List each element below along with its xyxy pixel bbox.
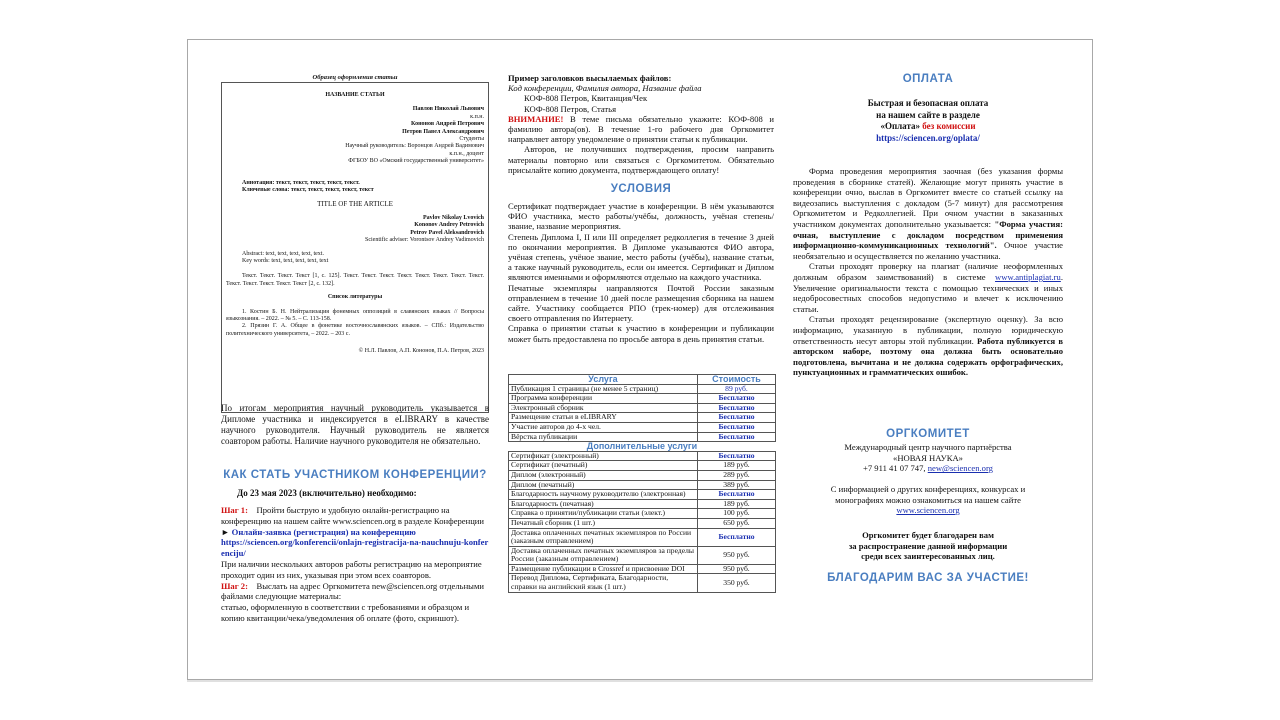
supervisor-note: По итогам мероприятия научный руководитель указывается в Дипломе участника и индексируется в eLIBRARY в качестве научного руководителя. Научный руководитель не является соавтором работы. Наличие научного руководителя не обязательно. [221,403,489,446]
service-cell: Электронный сборник [509,403,698,413]
sample-annotation: Аннотация: текст, текст, текст, текст, текст. [242,179,360,186]
cost-cell: Бесплатно [698,403,776,413]
thanks-line: за распространение данной информации [848,540,1008,551]
thanks-line: среди всех заинтересованных лиц. [861,551,995,562]
sample-students: Студенты [459,136,484,143]
reference-text: Справка о принятии статьи к участию в конференции и публикации может быть предоставлена по просьбе автора в день принятия статьи. [508,323,774,344]
plagiarism-text: Статьи проходят проверку на плагиат (наличие неоформленных должным образом заимствований) в системе [793,261,1063,282]
service-cell: Размещение публикации в Crossref и присвоение DOI [509,564,698,574]
cost-cell: 950 руб. [698,546,776,564]
table-row [509,509,776,519]
cost-cell: 389 руб. [698,480,776,490]
form-quote: "Форма участия: очная, выступление с докладом посредством применения информационно-коммуникационных технологий". [793,218,1063,251]
service-cell: Справка о принятии/публикации статьи (элект.) [509,509,698,519]
table-row [509,490,776,500]
price-table [508,374,776,593]
step2-list: статью, оформленную в соответствии с требованиями и образцом и копию квитанции/чека/уведомления об оплате (фото, скриншот). [221,602,470,623]
arrow-right-icon: ► [221,526,230,537]
files-block [508,73,774,175]
form-text: Форма проведения мероприятия заочная (без указания формы проведения в сборнике статей). Желающие могут принять участие в конференции очно, выслав в Оргкомитет вместе со статьей ссылку на видеозапись выступления с докладом (5-7 минут) для рассмотрения Оргкомитетом и Редколлегией. При очном участии в заказанных участником документах дополнительно указывается: [793,166,1063,229]
other-info-block [793,484,1063,516]
cost-cell: 950 руб. [698,564,776,574]
payment-line: на нашем сайте в разделе [876,109,980,120]
service-cell: Доставка оплаченных печатных экземпляров за пределы России (заказным отправлением) [509,546,698,564]
how-to-participate-heading: КАК СТАТЬ УЧАСТНИКОМ КОНФЕРЕНЦИИ? [223,469,487,481]
sample-copyright: © Н.Л. Павлов, А.П. Кононов, П.А. Петров, 2023 [358,348,484,355]
registration-url[interactable]: https://sciencen.org/konferencii/onlajn-registracija-na-nauchnuju-konferenciju/ [221,537,489,559]
cost-cell: 189 руб. [698,499,776,509]
cost-cell: Бесплатно [698,451,776,461]
sample-en-author: Pavlov Nikolay Lvovich [422,214,484,221]
step1-block [221,505,489,624]
service-cell: Программа конференции [509,394,698,404]
table-row [509,574,776,592]
table-row [509,518,776,528]
diploma-text: Степень Диплома I, II или III определяет редколлегия в течение 3 дней по окончании мероприятия. В Дипломе указываются ФИО автора, учёная степень, учёное звание, место работы (учёбы), название статьи, а также научный руководитель, если он имеется. Сертификат и Диплом являются именными и оформляются отдельно на каждого участника. [508,231,774,283]
cost-cell: 650 руб. [698,518,776,528]
sample-author: Кононов Андрей Петрович [411,121,484,128]
table-row [509,470,776,480]
header-cost: Стоимость [698,375,776,385]
file-example: КОФ-808 Петров, Квитанция/Чек [524,93,648,104]
service-cell: Публикация 1 страницы (не менее 5 страниц) [509,384,698,394]
service-cell: Благодарность (печатная) [509,499,698,509]
sample-ref: 1. Костин Б. Н. Нейтрализация фонемных оппозиций в славянских языках // Вопросы языкознания. – 2022. – № 5. – С. 113-158. [226,308,484,322]
table-row [509,528,776,546]
sample-ref: 2. Прязин Г. А. Общее в фонетике восточнославянских языков. – СПб.: Издательство политехнического университета, – 2022. – 203 с. [226,323,484,337]
table-header-row [509,375,776,385]
service-cell: Участие авторов до 4-х чел. [509,422,698,432]
org-name: Международный центр научного партнёрства [844,442,1012,452]
sample-keywords: Ключевые слова: текст, текст, текст, текст, текст [242,187,374,194]
print-text: Печатные экземпляры направляются Почтой России заказным отправлением в течение 10 дней после размещения сборника на нашем сайте. Участнику сообщается РПО (трек-номер) для отслеживания своего отправления по Интернету. [508,282,774,324]
sample-body-text: Текст. Текст. Текст. Текст [1, с. 125]. Текст. Текст. Текст. Текст. Текст. Текст. Текст. Текст. Текст. Текст. Текст. Текст. Текст [2, с. 132]. [226,273,484,287]
service-cell: Размещение статьи в eLIBRARY [509,413,698,423]
extra-services-header [509,442,776,452]
thanks-block [793,530,1063,562]
cost-cell: Бесплатно [698,413,776,423]
cost-cell: 189 руб. [698,461,776,471]
site-link[interactable]: www.sciencen.org [896,505,960,516]
column-right [793,40,1063,679]
cost-cell: Бесплатно [698,422,776,432]
payment-block [793,98,1063,144]
attention-text: В теме письма обязательно укажите: КОФ-808 и фамилию автора(ов). В течение 1-го рабочего дня Оргкомитет направляет автору уведомление о принятии статьи к публикации. [508,113,774,145]
step1-note: При наличии нескольких авторов работы регистрацию на мероприятие проходит один из них, указывая при этом всех соавторов. [221,558,482,580]
antiplagiat-link[interactable]: www.antiplagiat.ru [995,271,1061,282]
org-email-link[interactable]: new@sciencen.org [927,463,993,474]
cost-cell: 289 руб. [698,470,776,480]
certificate-text: Сертификат подтверждает участие в конференции. В нём указываются ФИО участника, место работы/учёбы, должность, учёная степень/звание, название мероприятия. [508,201,774,232]
service-cell: Вёрстка публикации [509,432,698,442]
plagiarism-tail: . Увеличение оригинальности текста с помощью технических и иных недобросовестных способов недопустимо и влечет к исключению статьи. [793,271,1063,314]
column-left [221,40,489,679]
other-info-line: монографиях можно ознакомиться на нашем сайте [835,494,1021,505]
payment-heading: ОПЛАТА [902,73,954,85]
payment-section-name: «Оплата» [880,121,920,131]
table-row [509,422,776,432]
cost-cell: 350 руб. [698,574,776,592]
final-thanks: БЛАГОДАРИМ ВАС ЗА УЧАСТИЕ! [827,572,1029,584]
table-row [509,546,776,564]
review-bold: Работа публикуется в авторском наборе, поэтому она должна быть основательно подготовлена, вычитана и не должна содержать орфографических, пунктуационных и грамматических ошибок. [793,335,1064,378]
cost-cell: 100 руб. [698,509,776,519]
step2-label: Шаг 2: [221,580,248,591]
step2-text: Выслать на адрес Оргкомитета new@sciencen.org отдельными файлами следующие материалы: [221,580,484,602]
sample-key-words: Key words: text, text, text, text, text [242,257,329,264]
sample-caption: Образец оформления статьи [312,74,398,81]
cost-cell: Бесплатно [698,528,776,546]
step1-label: Шаг 1: [221,505,248,515]
service-cell: Диплом (печатный) [509,480,698,490]
file-example: КОФ-808 Петров, Статья [524,103,617,114]
document-page [187,39,1093,680]
deadline: До 23 мая 2023 (включительно) необходимо: [237,488,417,498]
table-row [509,394,776,404]
review-text: Статьи проходят рецензирование (экспертную оценку). За всю информацию, указанную в публикации, полную юридическую ответственность несут авторы этой публикации. [793,314,1063,346]
thanks-line: Оргкомитет будет благодарен вам [862,530,994,540]
service-cell: Сертификат (электронный) [509,451,698,461]
sample-author-role: к.п.н. [470,113,484,120]
org-phone: +7 911 41 07 747, [863,463,926,474]
org-heading: ОРГКОМИТЕТ [886,428,970,440]
sample-article [221,82,489,413]
sample-author: Петров Павел Александрович [402,128,484,135]
form-tail: Очное участие необязательно и осуществляется по желанию участника. [793,240,1063,261]
cost-cell: Бесплатно [698,490,776,500]
sample-abstract: Abstract: text, text, text, text, text. [242,250,324,257]
service-cell: Печатный сборник (1 шт.) [509,518,698,528]
sample-supervisor-role: к.п.н., доцент [449,150,484,157]
cost-cell: Бесплатно [698,432,776,442]
org-title: «НОВАЯ НАУКА» [893,452,963,463]
payment-url[interactable]: https://sciencen.org/oplata/ [876,132,980,143]
attention-label: ВНИМАНИЕ! [508,113,564,124]
sample-university: ФГБОУ ВО «Омский государственный университет» [348,158,484,165]
sample-supervisor: Научный руководитель: Воронцов Андрей Вадимович [345,143,484,150]
service-cell: Диплом (электронный) [509,470,698,480]
table-row [509,461,776,471]
service-cell: Перевод Диплома, Сертификата, Благодарности, справки на английский язык (1 шт.) [509,574,698,592]
service-cell: Благодарность научному руководителю (электронная) [509,490,698,500]
sample-title-ru: НАЗВАНИЕ СТАТЬИ [325,92,385,98]
service-cell: Сертификат (печатный) [509,461,698,471]
sample-en-author: Petrov Pavel Aleksandrovich [410,229,484,236]
conditions-heading: УСЛОВИЯ [610,183,672,195]
header-service: Услуга [509,375,698,385]
no-confirm-text: Авторов, не получивших подтверждения, просим направить материалы повторно или связаться с Оргкомитетом. Обязательно присылайте копию документа, подтверждающего оплату! [508,144,774,175]
step1-text: Пройти быструю и удобную онлайн-регистрацию на конференцию на нашем сайте www.sciencen.org в разделе Конференции [221,505,485,526]
sample-refs-title: Список литературы [327,294,383,301]
info-block [793,166,1063,378]
sample-title-en: TITLE OF THE ARTICLE [317,200,393,209]
service-cell: Доставка оплаченных печатных экземпляров по России (заказным отправлением) [509,528,698,546]
org-block [793,442,1063,474]
cost-cell: Бесплатно [698,394,776,404]
extra-services-title: Дополнительные услуги [509,442,776,452]
files-pattern: Код конференции, Фамилия автора, Название файла [508,83,702,94]
sample-en-author: Kononov Andrey Petrovich [414,222,484,229]
registration-link[interactable]: Онлайн-заявка (регистрация) на конференцию [231,526,416,537]
other-info-line: С информацией о других конференциях, конкурсах и [830,484,1026,494]
sample-en-supervisor: Scientific adviser: Vorontsov Andrey Vadimovich [365,237,484,244]
payment-line: Быстрая и безопасная оплата [867,98,989,108]
files-title: Пример заголовков высылаемых файлов: [508,73,672,83]
sample-author: Павлов Николай Львович [412,106,484,113]
column-middle [508,40,774,679]
conditions-block [508,201,774,344]
no-commission: без комиссии [922,121,976,131]
cost-cell: 89 руб. [698,384,776,394]
